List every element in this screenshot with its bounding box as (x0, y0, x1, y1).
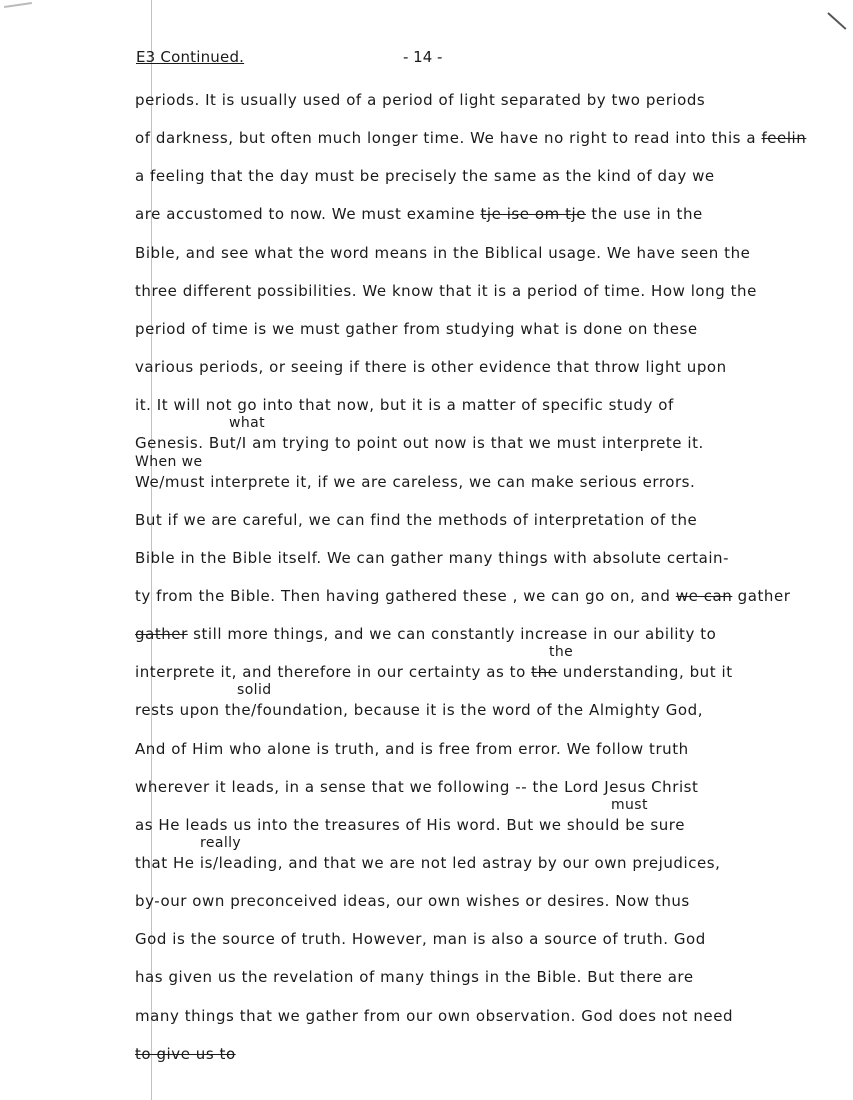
text-line (135, 511, 697, 529)
text-line (135, 663, 733, 681)
line-text: interprete it, and therefore in our certainty as to (135, 663, 526, 681)
text-line (135, 930, 706, 948)
text-line (135, 396, 674, 414)
line-text: various periods, or seeing if there is other evidence that throw light upon (135, 358, 727, 376)
text-line (135, 434, 704, 452)
text-line (135, 167, 715, 185)
text-line (135, 320, 698, 338)
text-line (135, 701, 703, 719)
struck-text: gather (135, 625, 188, 643)
line-text: that He is/leading, and that we are not led astray by our own prejudices, (135, 854, 721, 872)
line-text-continued: gather (737, 587, 791, 605)
text-line (135, 129, 806, 147)
text-line (135, 205, 703, 223)
text-line (135, 473, 695, 491)
text-line (135, 968, 694, 986)
text-line (135, 892, 690, 910)
corner-smudge (4, 2, 32, 8)
line-text: periods. It is usually used of a period of light separated by two periods (135, 91, 706, 109)
line-text: as He leads us into the treasures of His word. But we should be sure (135, 816, 685, 834)
page-number: - 14 - (403, 48, 443, 66)
text-line (135, 587, 790, 605)
text-line (135, 1045, 236, 1063)
line-text: a feeling that the day must be precisely the same as the kind of day we (135, 167, 715, 185)
text-line (135, 1007, 733, 1025)
line-text: God is the source of truth. However, man is also a source of truth. God (135, 930, 706, 948)
line-text: period of time is we must gather from studying what is done on these (135, 320, 698, 338)
line-text: three different possibilities. We know that it is a period of time. How long the (135, 282, 757, 300)
section-heading: E3 Continued. (136, 48, 245, 66)
struck-text: the (531, 663, 558, 681)
line-text: has given us the revelation of many things in the Bible. But there are (135, 968, 694, 986)
text-line (135, 740, 689, 758)
interlinear-insertion: must (611, 797, 648, 813)
struck-text: we can (675, 587, 733, 605)
line-text: We/must interprete it, if we are careless, we can make serious errors. (135, 473, 696, 491)
line-text: ty from the Bible. Then having gathered these , we can go on, and (135, 587, 671, 605)
text-line (135, 282, 757, 300)
text-line (135, 549, 729, 567)
struck-text: feelin (761, 129, 807, 147)
line-text: wherever it leads, in a sense that we following -- the Lord Jesus Christ (135, 778, 699, 796)
line-text: Bible in the Bible itself. We can gather many things with absolute certain- (135, 549, 730, 567)
line-text: it. It will not go into that now, but it is a matter of specific study of (135, 396, 674, 414)
line-text-continued: the use in the (591, 205, 703, 223)
line-text: And of Him who alone is truth, and is free from error. We follow truth (135, 740, 689, 758)
text-line (135, 854, 720, 872)
interlinear-insertion: When we (135, 454, 203, 470)
interlinear-insertion: really (200, 835, 242, 851)
line-text: But if we are careful, we can find the methods of interpretation of the (135, 511, 698, 529)
line-text: many things that we gather from our own observation. God does not need (135, 1007, 734, 1025)
text-line (135, 816, 685, 834)
line-text: are accustomed to now. We must examine (135, 205, 476, 223)
text-line (135, 625, 716, 643)
text-line (135, 244, 750, 262)
line-text: by-our own preconceived ideas, our own wishes or desires. Now thus (135, 892, 690, 910)
line-text: of darkness, but often much longer time. We have no right to read into this a (135, 129, 757, 147)
interlinear-insertion: the (549, 644, 574, 660)
text-line (135, 358, 727, 376)
text-line (135, 91, 705, 109)
line-text: Bible, and see what the word means in the Biblical usage. We have seen the (135, 244, 751, 262)
line-text: rests upon the/foundation, because it is the word of the Almighty God, (135, 701, 704, 719)
struck-text: to give us to (135, 1045, 236, 1063)
line-text-continued: understanding, but it (562, 663, 733, 681)
struck-text: tje ise om tje (480, 205, 587, 223)
text-line (135, 778, 698, 796)
corner-mark (827, 12, 846, 30)
interlinear-insertion: what (229, 415, 265, 431)
line-text-continued: still more things, and we can constantly increase in our ability to (193, 625, 717, 643)
line-text: Genesis. But/I am trying to point out now is that we must interprete it. (135, 434, 704, 452)
interlinear-insertion: solid (237, 682, 272, 698)
